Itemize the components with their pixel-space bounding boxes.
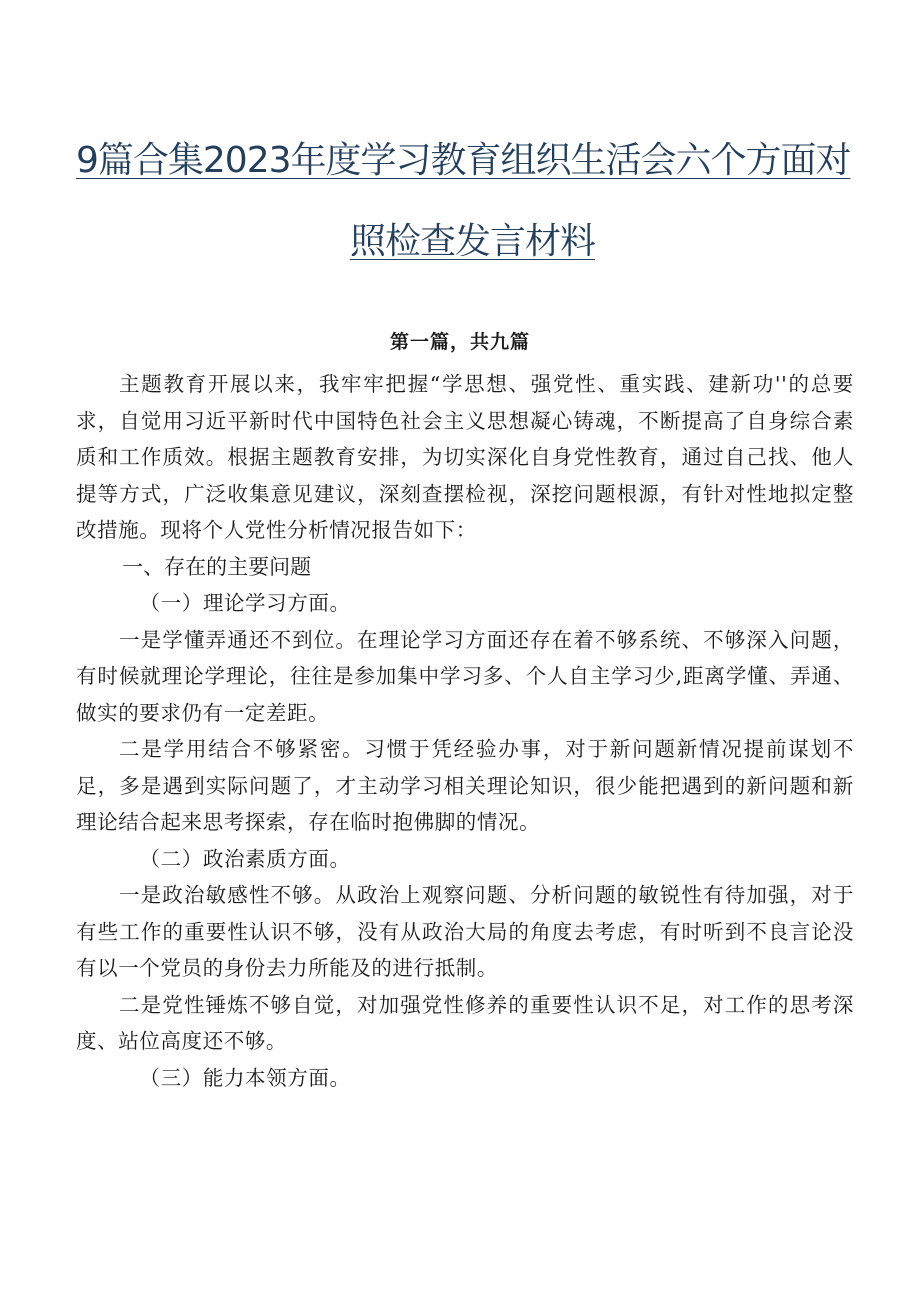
subsection-heading-political: （二）政治素质方面。 [139, 846, 351, 871]
document-body [76, 366, 854, 1096]
part-subtitle: 第一篇，共九篇 [389, 331, 530, 353]
section-heading-problems: 一、存在的主要问题 [122, 554, 312, 579]
political-paragraph-2: 二是党性锤炼不够自觉，对加强党性修养的重要性认识不足，对工作的思考深度、站位高度还不够。 [76, 992, 854, 1053]
subsection-heading-ability: （三）能力本领方面。 [139, 1065, 351, 1090]
document-title-line-2: 照检查发言材料 [350, 221, 596, 262]
intro-paragraph: 主题教育开展以来，我牢牢把握“学思想、强党性、重实践、建新功''的总要求，自觉用习近平新时代中国特色社会主义思想凝心铸魂，不断提高了自身综合素质和工作质效。根据主题教育安排，为切实深化自身党性教育，通过自己找、他人提等方式，广泛收集意见建议，深刻查摆检视，深挖问题根源，有针对性地拟定整改措施。现将个人党性分析情况报告如下： [76, 372, 854, 542]
political-paragraph-1: 一是政治敏感性不够。从政治上观察问题、分析问题的敏锐性有待加强，对于有些工作的重要性认识不够，没有从政治大局的角度去考虑，有时听到不良言论没有以一个党员的身份去力所能及的进行抵制。 [76, 883, 854, 980]
theory-paragraph-1: 一是学懂弄通还不到位。在理论学习方面还存在着不够系统、不够深入问题，有时候就理论学理论，往往是参加集中学习多、个人自主学习少,距离学懂、弄通、做实的要求仍有一定差距。 [76, 627, 854, 725]
theory-paragraph-2: 二是学用结合不够紧密。习惯于凭经验办事，对于新问题新情况提前谋划不足，多是遇到实际问题了，才主动学习相关理论知识，很少能把遇到的新问题和新理论结合起来思考探索，存在临时抱佛脚的情况。 [76, 737, 854, 834]
document-title-line-1: 9篇合集2023年度学习教育组织生活会六个方面对 [76, 140, 851, 181]
subsection-heading-theory: （一）理论学习方面。 [139, 591, 351, 615]
